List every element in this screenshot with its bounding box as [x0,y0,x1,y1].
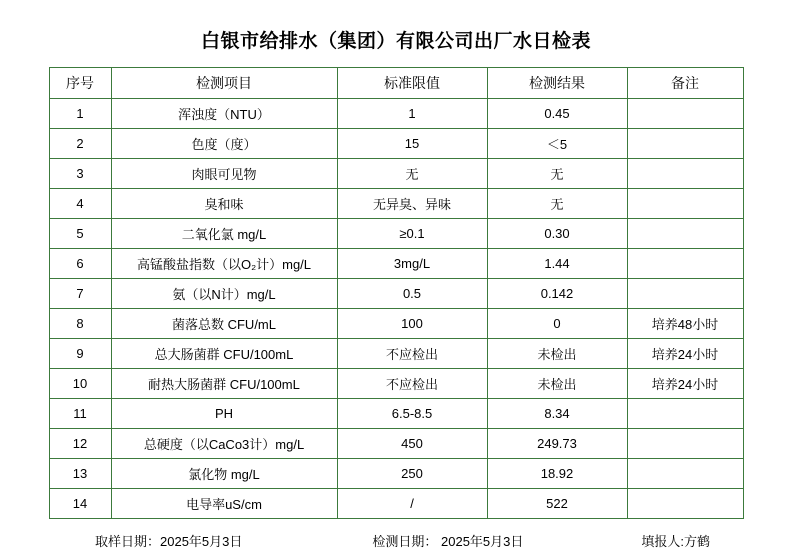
cell-note [627,429,743,459]
water-quality-table [49,67,744,519]
cell-limit: 不应检出 [337,369,487,399]
cell-no: 1 [49,99,111,129]
table-row [49,459,743,489]
cell-note [627,459,743,489]
cell-item: 菌落总数 CFU/mL [111,309,337,339]
cell-no: 11 [49,399,111,429]
column-header-no: 序号 [49,68,111,99]
sampling-date: 取样日期：2025年5月3日 [95,534,243,549]
cell-result: 无 [487,159,627,189]
column-header-result: 检测结果 [487,68,627,99]
cell-no: 9 [49,339,111,369]
cell-note: 培养24小时 [627,369,743,399]
cell-item: 耐热大肠菌群 CFU/100mL [111,369,337,399]
cell-note [627,219,743,249]
cell-result: 1.44 [487,249,627,279]
cell-limit: 无 [337,159,487,189]
cell-limit: ≥0.1 [337,219,487,249]
cell-limit: 15 [337,129,487,159]
table-row [49,189,743,219]
column-header-item: 检测项目 [111,68,337,99]
cell-item: 氯化物 mg/L [111,459,337,489]
cell-limit: 450 [337,429,487,459]
table-row [49,339,743,369]
cell-limit: 0.5 [337,279,487,309]
table-row [49,249,743,279]
cell-note [627,399,743,429]
table-row [49,309,743,339]
cell-limit: 100 [337,309,487,339]
cell-limit: 250 [337,459,487,489]
cell-note [627,99,743,129]
table-header [49,68,743,99]
table-row [49,99,743,129]
cell-result: ＜5 [487,129,627,159]
cell-note [627,189,743,219]
cell-no: 10 [49,369,111,399]
cell-no: 14 [49,489,111,519]
footer-row [49,519,743,550]
cell-limit: 不应检出 [337,339,487,369]
cell-no: 7 [49,279,111,309]
cell-no: 5 [49,219,111,249]
cell-result: 0 [487,309,627,339]
cell-no: 12 [49,429,111,459]
cell-note [627,279,743,309]
table-row [49,129,743,159]
cell-item: 色度（度） [111,129,337,159]
cell-item: 肉眼可见物 [111,159,337,189]
test-date: 检测日期： 2025年5月3日 [372,534,524,549]
cell-note: 培养48小时 [627,309,743,339]
table-row [49,399,743,429]
cell-item: 浑浊度（NTU） [111,99,337,129]
table-row [49,279,743,309]
cell-limit: 1 [337,99,487,129]
cell-item: 二氧化氯 mg/L [111,219,337,249]
cell-result: 18.92 [487,459,627,489]
cell-no: 2 [49,129,111,159]
cell-no: 6 [49,249,111,279]
cell-item: 总硬度（以CaCo3计）mg/L [111,429,337,459]
cell-result: 249.73 [487,429,627,459]
cell-note [627,249,743,279]
cell-item: PH [111,399,337,429]
table-row [49,159,743,189]
cell-item: 氨（以N计）mg/L [111,279,337,309]
cell-result: 未检出 [487,369,627,399]
column-header-note: 备注 [627,68,743,99]
cell-result: 未检出 [487,339,627,369]
cell-result: 无 [487,189,627,219]
cell-result: 0.142 [487,279,627,309]
cell-item: 电导率uS/cm [111,489,337,519]
cell-no: 8 [49,309,111,339]
cell-result: 0.30 [487,219,627,249]
cell-no: 4 [49,189,111,219]
cell-limit: 6.5-8.5 [337,399,487,429]
cell-no: 3 [49,159,111,189]
cell-note [627,489,743,519]
column-header-limit: 标准限值 [337,68,487,99]
table-row [49,369,743,399]
cell-no: 13 [49,459,111,489]
cell-item: 高锰酸盐指数（以O₂计）mg/L [111,249,337,279]
table-body [49,99,743,519]
table-row [49,429,743,459]
cell-result: 8.34 [487,399,627,429]
cell-note: 培养24小时 [627,339,743,369]
cell-note [627,159,743,189]
cell-item: 总大肠菌群 CFU/100mL [111,339,337,369]
table-row [49,489,743,519]
table-row [49,219,743,249]
cell-result: 0.45 [487,99,627,129]
cell-limit: / [337,489,487,519]
cell-limit: 无异臭、异味 [337,189,487,219]
table-header-row [49,68,743,99]
cell-item: 臭和味 [111,189,337,219]
filler-name: 填报人:方鹤 [641,534,711,549]
page-title: 白银市给排水（集团）有限公司出厂水日检表 [200,31,591,52]
cell-limit: 3mg/L [337,249,487,279]
cell-note [627,129,743,159]
cell-result: 522 [487,489,627,519]
